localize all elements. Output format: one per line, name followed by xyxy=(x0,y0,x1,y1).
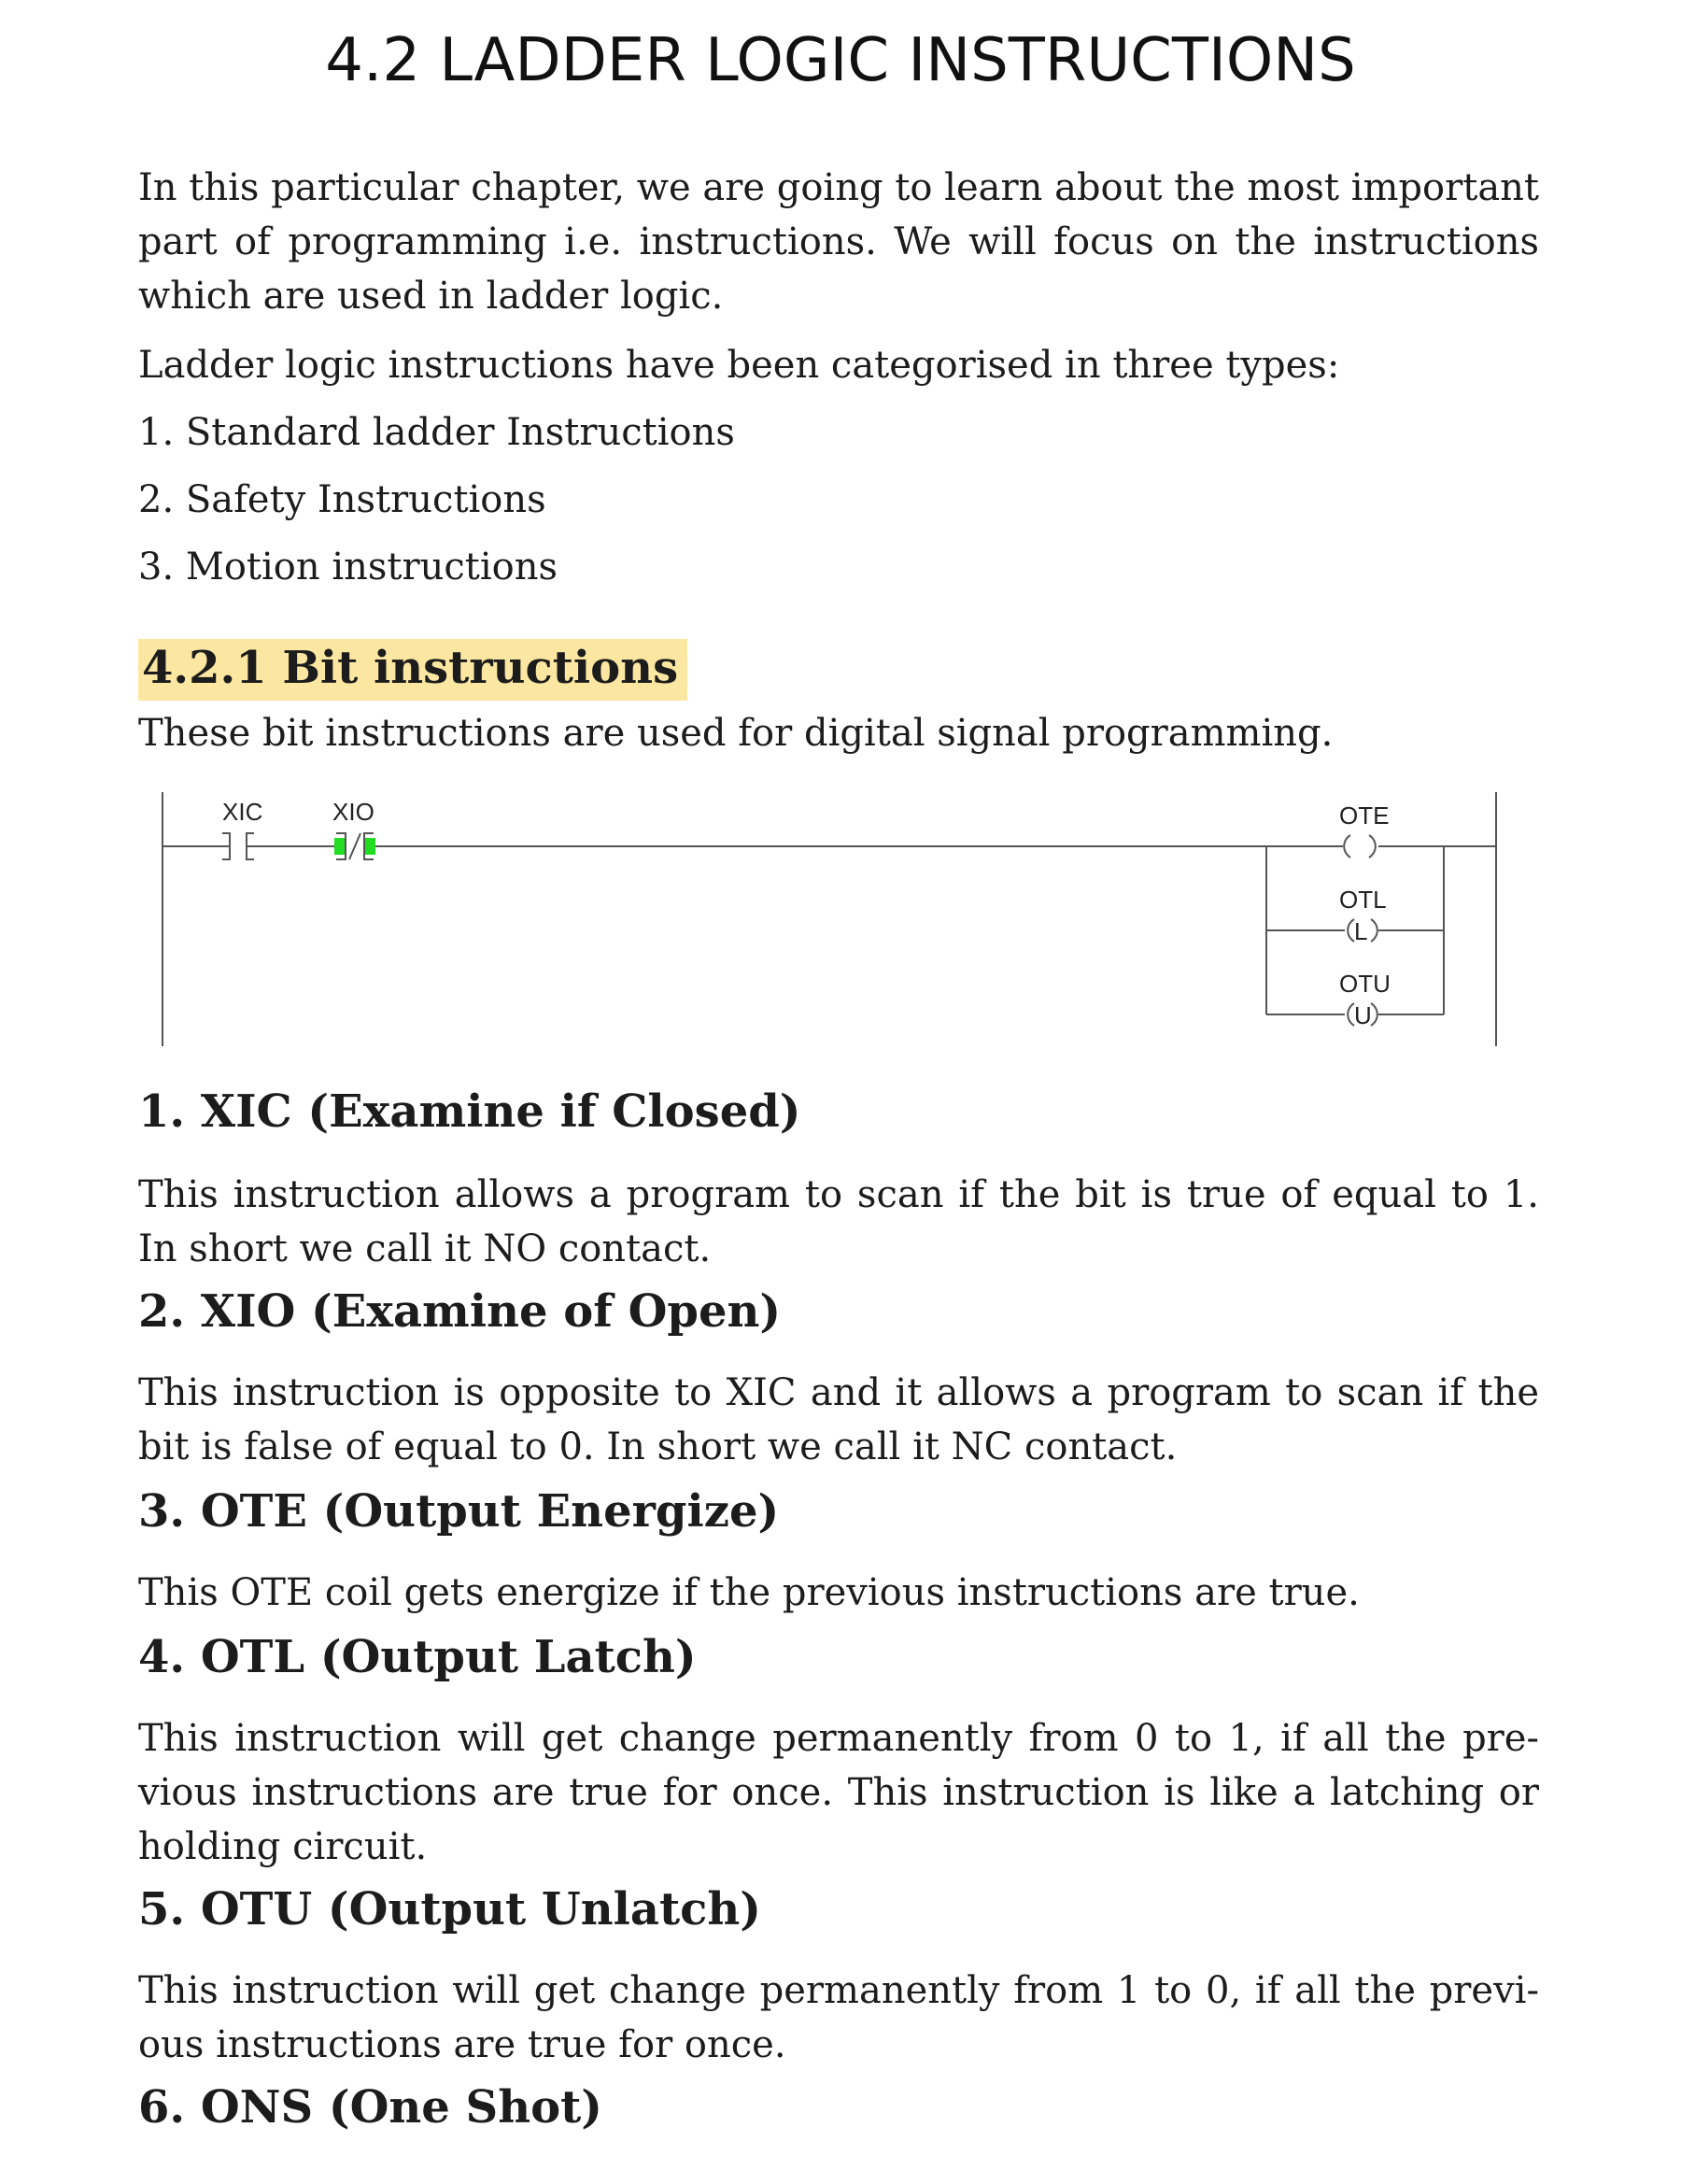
xic-label: XIC xyxy=(222,798,263,826)
instruction-body-xic: This instruction allows a program to scan if the bit is true of equal to 1. In short we call it NO contact. xyxy=(138,1173,1539,1270)
otu-symbol: U xyxy=(1354,1001,1372,1029)
page-title: 4.2 LADDER LOGIC INSTRUCTIONS xyxy=(325,26,1356,95)
otl-symbol: L xyxy=(1354,917,1368,945)
instruction-body-xio: This instruction is opposite to XIC and it allows a program to scan if the bit is false of equal to 0. In short we call it NC contact. xyxy=(138,1371,1539,1468)
instruction-body-otu: This instruction will get change permanently from 1 to 0, if all the previ-ous instructions are true for once. xyxy=(138,1969,1539,2066)
ote-coil-icon xyxy=(1344,835,1376,858)
instruction-body-ote: This OTE coil gets energize if the previous instructions are true. xyxy=(138,1571,1360,1614)
instruction-heading-otl: 4. OTL (Output Latch) xyxy=(138,1631,697,1683)
instruction-body-otl: This instruction will get change permanently from 0 to 1, if all the pre-vious instructions are true for once. This instruction is like a latching or holding circuit. xyxy=(138,1717,1539,1868)
otu-label: OTU xyxy=(1339,970,1391,998)
section-description: These bit instructions are used for digital signal programming. xyxy=(138,712,1334,755)
intro-paragraph: In this particular chapter, we are going to learn about the most important part of programming i.e. instructions. We will focus on the instructions which are used in ladder logic. xyxy=(138,166,1539,318)
xio-contact-icon xyxy=(334,833,375,859)
ote-label: OTE xyxy=(1339,801,1390,830)
category-item-motion: 3. Motion instructions xyxy=(138,546,558,589)
instruction-heading-ons: 6. ONS (One Shot) xyxy=(138,2081,603,2134)
instruction-heading-xic: 1. XIC (Examine if Closed) xyxy=(138,1085,801,1138)
xio-label: XIO xyxy=(332,798,374,826)
instruction-heading-otu: 5. OTU (Output Unlatch) xyxy=(138,1883,761,1936)
categories-intro: Ladder logic instructions have been categorised in three types: xyxy=(138,344,1340,387)
ladder-diagram xyxy=(149,785,1513,1056)
category-item-standard: 1. Standard ladder Instructions xyxy=(138,411,735,454)
instruction-heading-xio: 2. XIO (Examine of Open) xyxy=(138,1285,782,1338)
section-heading-bit-instructions: 4.2.1 Bit instructions xyxy=(138,639,687,701)
category-item-safety: 2. Safety Instructions xyxy=(138,478,546,521)
instruction-heading-ote: 3. OTE (Output Energize) xyxy=(138,1485,780,1538)
otl-label: OTL xyxy=(1339,886,1387,914)
